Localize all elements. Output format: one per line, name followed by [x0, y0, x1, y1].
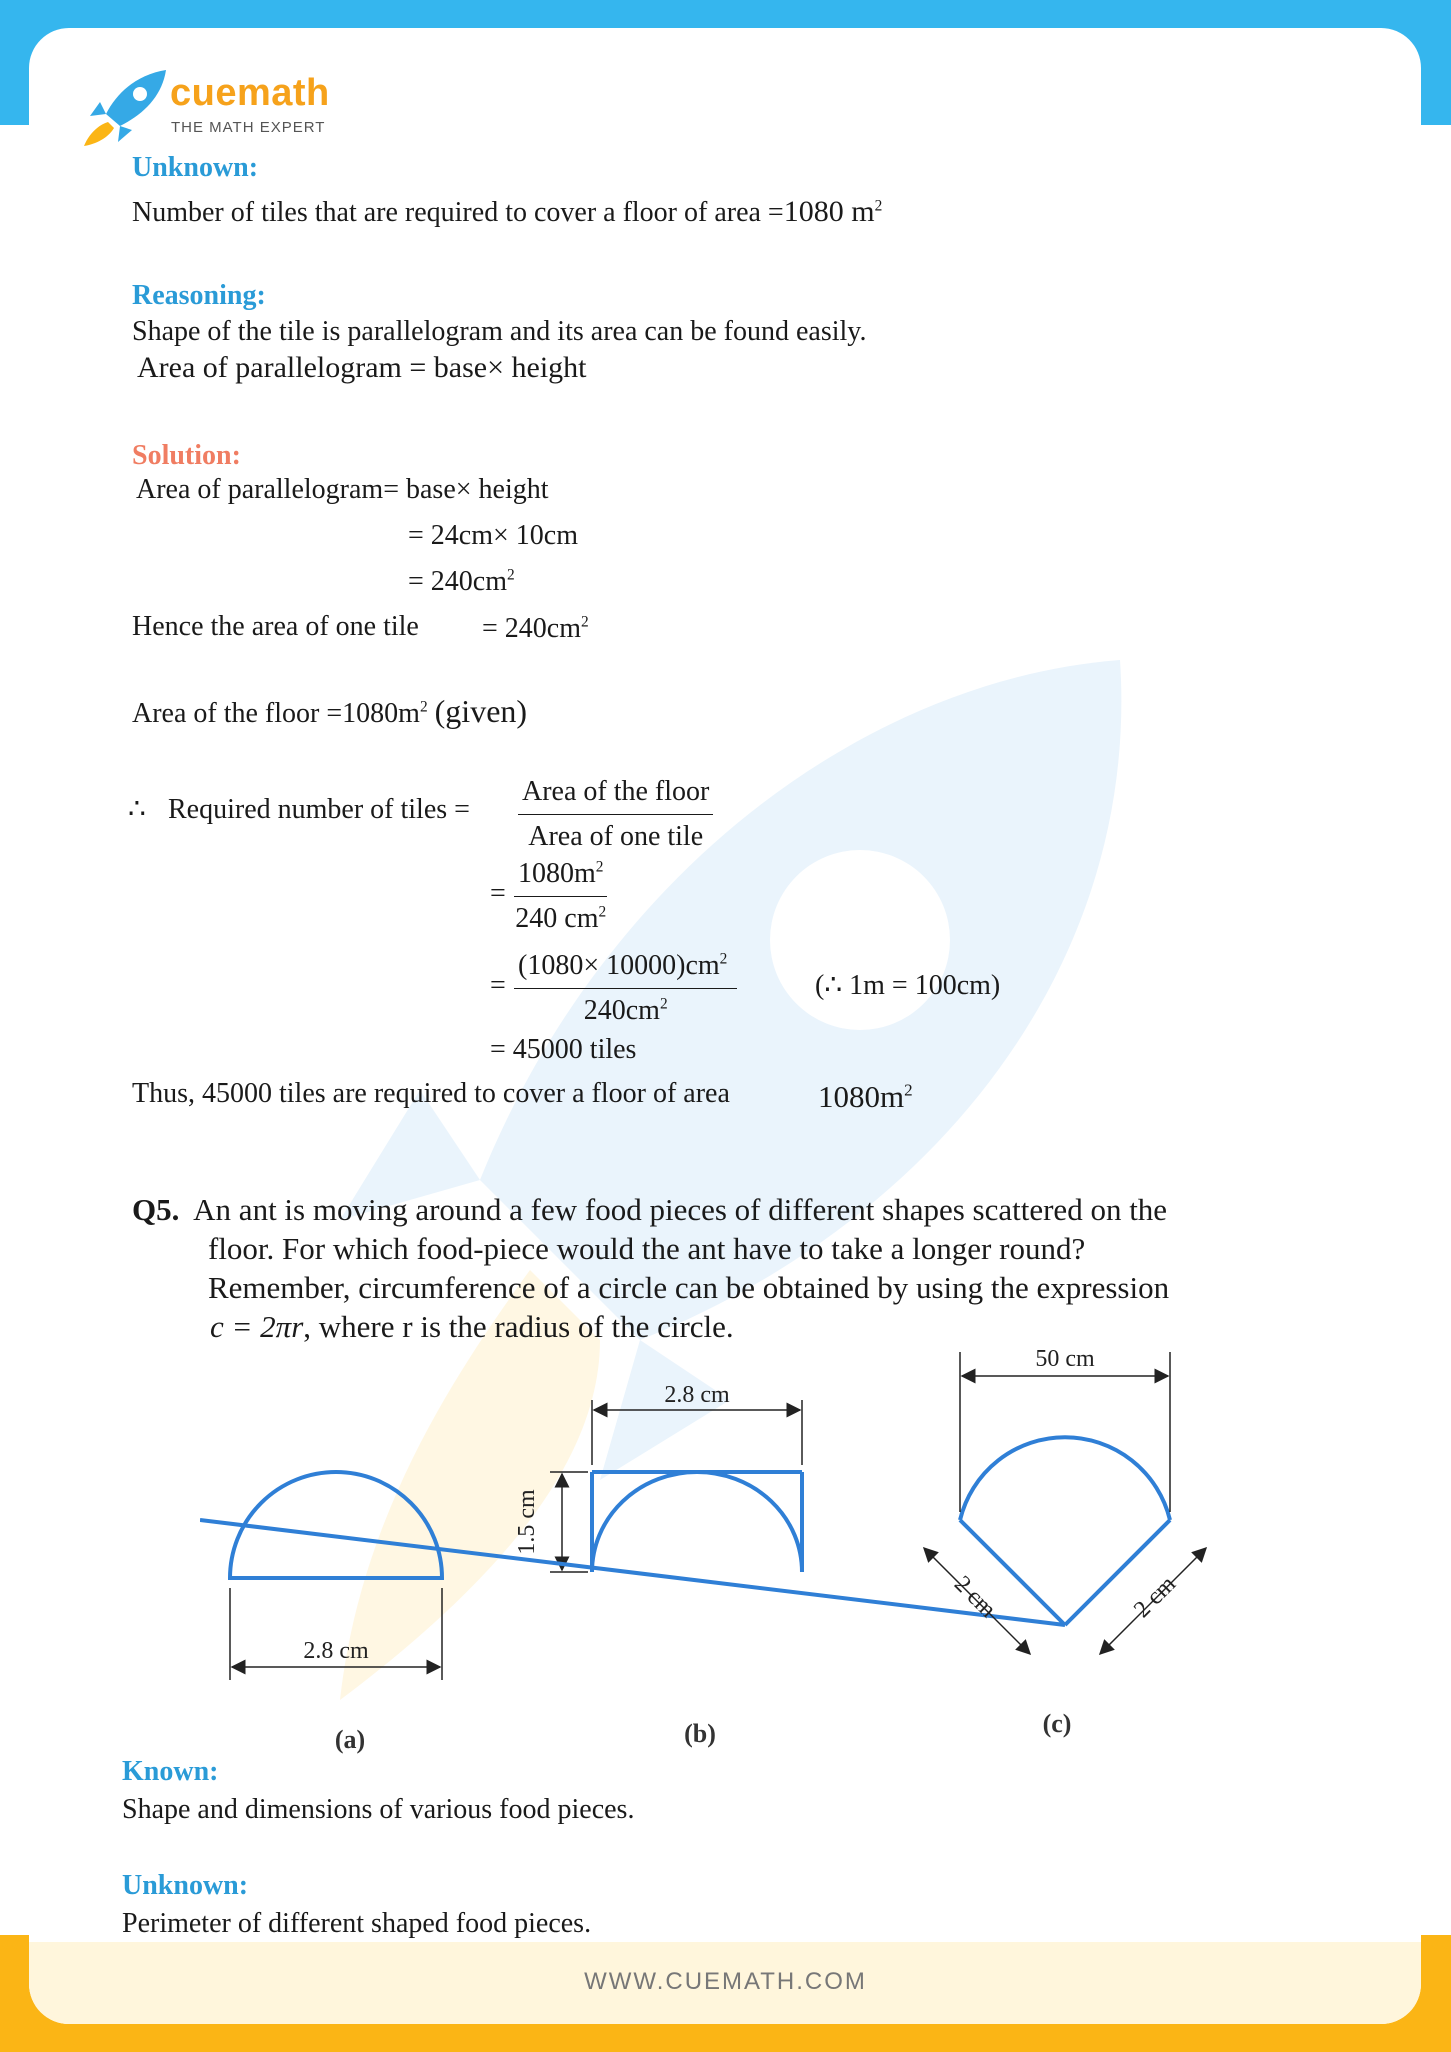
fraction-converted [514, 950, 737, 1027]
reasoning-text: Shape of the tile is parallelogram and its area can be found easily. [132, 316, 867, 347]
footer-url[interactable]: WWW.CUEMATH.COM [584, 1968, 867, 1995]
figure-b-width: 2.8 cm [664, 1382, 730, 1408]
tile-area-value: = $240cm^2$ [482, 613, 589, 644]
equals-sign: = [490, 878, 506, 909]
question-line-2: floor. For which food-piece would the ant have to take a longer round? [208, 1231, 1086, 1266]
fraction-numerator: $1080m^2$ [514, 858, 607, 897]
required-label: Required number of tiles = [168, 794, 470, 825]
conclusion-value: $1080m^2$ [818, 1079, 913, 1114]
solution-line-2: = 24cm× 10cm [408, 520, 578, 551]
floor-area: Area of the floor $=1080m^2$ (given) [132, 693, 528, 729]
figure-a-dimension: 2.8 cm [303, 1638, 369, 1664]
figure-b-label: (b) [684, 1719, 716, 1748]
unknown-text: Number of tiles that are required to cover a floor of area =1080 $m^2$ [132, 195, 883, 228]
tile-area-label: Hence the area of one tile [132, 611, 419, 642]
question-5 [132, 1190, 1292, 1346]
figure-c-diameter: 50 cm [1035, 1346, 1095, 1372]
question-line-1: An ant is moving around a few food pieces of different shapes scattered on the [193, 1192, 1168, 1227]
fraction-numerator: $(1080\times 10000)cm^2$ [514, 950, 737, 989]
equals-sign: = [490, 970, 506, 1001]
figure-c-label: (c) [1042, 1709, 1072, 1738]
therefore-symbol: ∴ [128, 794, 146, 825]
conversion-note: (∴ 1m = 100cm) [815, 970, 1001, 1001]
reasoning-heading: Reasoning: [132, 280, 266, 311]
figure-c-side-right: 2 cm [1129, 1571, 1181, 1623]
known-text: Shape and dimensions of various food pieces. [122, 1794, 635, 1825]
brand-name: cuemath [170, 72, 330, 114]
figure-c-side-left: 2 cm [949, 1571, 1001, 1623]
result-line: = 45000 tiles [490, 1034, 637, 1065]
circumference-formula: c = 2πr [210, 1309, 304, 1344]
known-heading: Known: [122, 1756, 219, 1787]
unknown-text-2: Perimeter of different shaped food pieces. [122, 1908, 592, 1939]
fraction-numerator: Area of the floor [518, 776, 713, 815]
question-label: Q5. [132, 1192, 180, 1227]
fraction-denominator: $240cm^2$ [583, 995, 668, 1026]
figure-a-label: (a) [334, 1725, 366, 1754]
solution-line-3: = $240cm^2$ [408, 566, 515, 597]
cuemath-rocket-logo-icon [82, 68, 172, 148]
question-line-4: c = 2πr, where r is the radius of the circle. [210, 1309, 734, 1344]
fraction-area-ratio [518, 776, 713, 853]
food-pieces-figures [200, 1340, 1280, 1760]
fraction-values [514, 858, 607, 935]
solution-heading: Solution: [132, 440, 241, 471]
reasoning-formula: Area of parallelogram = base× height [137, 351, 587, 384]
question-line-3: Remember, circumference of a circle can be obtained by using the expression [208, 1270, 1170, 1305]
figure-a-semicircle [230, 1472, 442, 1754]
unknown-heading: Unknown: [132, 152, 259, 183]
unknown-heading-2: Unknown: [122, 1870, 249, 1901]
fraction-denominator: 240 $cm^2$ [515, 903, 607, 934]
brand-tagline: THE MATH EXPERT [171, 119, 326, 136]
conclusion: Thus, 45000 tiles are required to cover a floor of area [132, 1078, 730, 1109]
solution-line-1: Area of parallelogram= base× height [136, 474, 549, 505]
figure-b-height: 1.5 cm [514, 1489, 540, 1555]
fraction-denominator: Area of one tile [528, 821, 704, 852]
